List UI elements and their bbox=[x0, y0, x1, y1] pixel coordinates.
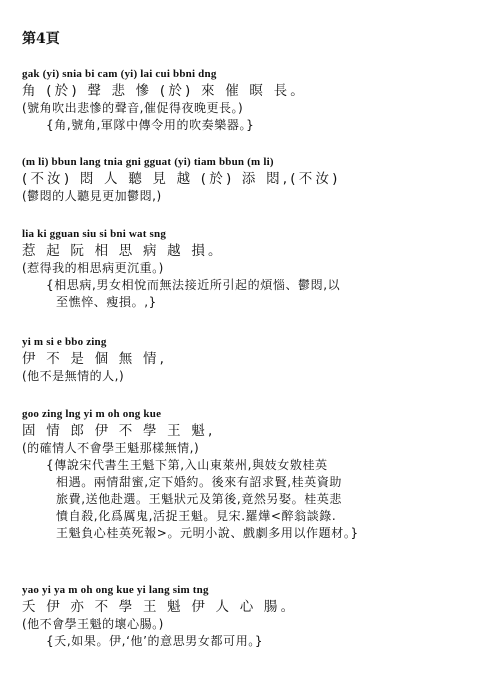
note-line: 王魁負心桂英死報>。元明小說、戲劇多用以作題材。} bbox=[56, 526, 359, 540]
romanization-line: lia ki gguan siu si bni wat sng bbox=[22, 228, 167, 240]
hanzi-line: 伊 不 是 個 無 情, bbox=[22, 351, 168, 367]
stanza bbox=[22, 154, 492, 205]
note-line: 旅費,送他赴選。王魁狀元及第後,竟然另娶。桂英悲 bbox=[56, 492, 343, 506]
page-header: 第4頁 bbox=[22, 31, 60, 47]
note-line: 相遇。兩情甜蜜,定下婚約。後來有詔求賢,桂英資助 bbox=[56, 475, 343, 489]
stanza bbox=[22, 406, 492, 542]
gloss-line: (鬱悶的人聽見更加鬱悶,) bbox=[22, 189, 162, 203]
note-line: 至憔悴、瘦損。,} bbox=[56, 295, 157, 309]
gloss-line: (的確情人不會學王魁那樣無情,) bbox=[22, 441, 200, 455]
romanization-line: (m li) bbun lang tnia gni gguat (yi) tiam bbun (m li) bbox=[22, 156, 274, 168]
hanzi-line: (不汝) 悶 人 聽 見 越 (於) 添 悶,(不汝) bbox=[22, 171, 341, 187]
hanzi-line: 固 情 郎 伊 不 學 王 魁, bbox=[22, 423, 216, 439]
stanza bbox=[22, 334, 492, 385]
note-line: {相思病,男女相悅而無法接近所引起的煩惱、鬱悶,以 bbox=[46, 278, 341, 292]
hanzi-line: 角 (於) 聲 悲 慘 (於) 來 催 暝 長。 bbox=[22, 83, 307, 99]
hanzi-line: 夭 伊 亦 不 學 王 魁 伊 人 心 腸。 bbox=[22, 599, 298, 615]
note-line: 憤自殺,化爲厲鬼,活捉王魁。見宋.羅燁<醉翁談錄. bbox=[56, 509, 337, 523]
romanization-line: goo zing lng yi m oh ong kue bbox=[22, 408, 162, 420]
hanzi-line: 惹 起 阮 相 思 病 越 損。 bbox=[22, 243, 225, 259]
note-line: {夭,如果。伊,‘他’的意思男女都可用。} bbox=[46, 634, 264, 648]
note-line: {傳說宋代書生王魁下第,入山東萊州,與妓女敫桂英 bbox=[46, 458, 328, 472]
gloss-line: (他不會學王魁的壞心腸。) bbox=[22, 617, 164, 631]
gloss-line: (惹得我的相思病更沉重。) bbox=[22, 261, 164, 275]
gloss-line: (號角吹出悲慘的聲音,催促得夜晚更長。) bbox=[22, 101, 244, 115]
romanization-line: yi m si e bbo zing bbox=[22, 336, 107, 348]
note-line: {角,號角,軍隊中傳令用的吹奏樂器。} bbox=[46, 118, 255, 132]
stanza bbox=[22, 226, 492, 311]
romanization-line: gak (yi) snia bi cam (yi) lai cui bbni dng bbox=[22, 68, 217, 80]
romanization-line: yao yi ya m oh ong kue yi lang sim tng bbox=[22, 584, 209, 596]
stanza bbox=[22, 582, 492, 650]
stanza bbox=[22, 66, 492, 134]
gloss-line: (他不是無情的人,) bbox=[22, 369, 125, 383]
